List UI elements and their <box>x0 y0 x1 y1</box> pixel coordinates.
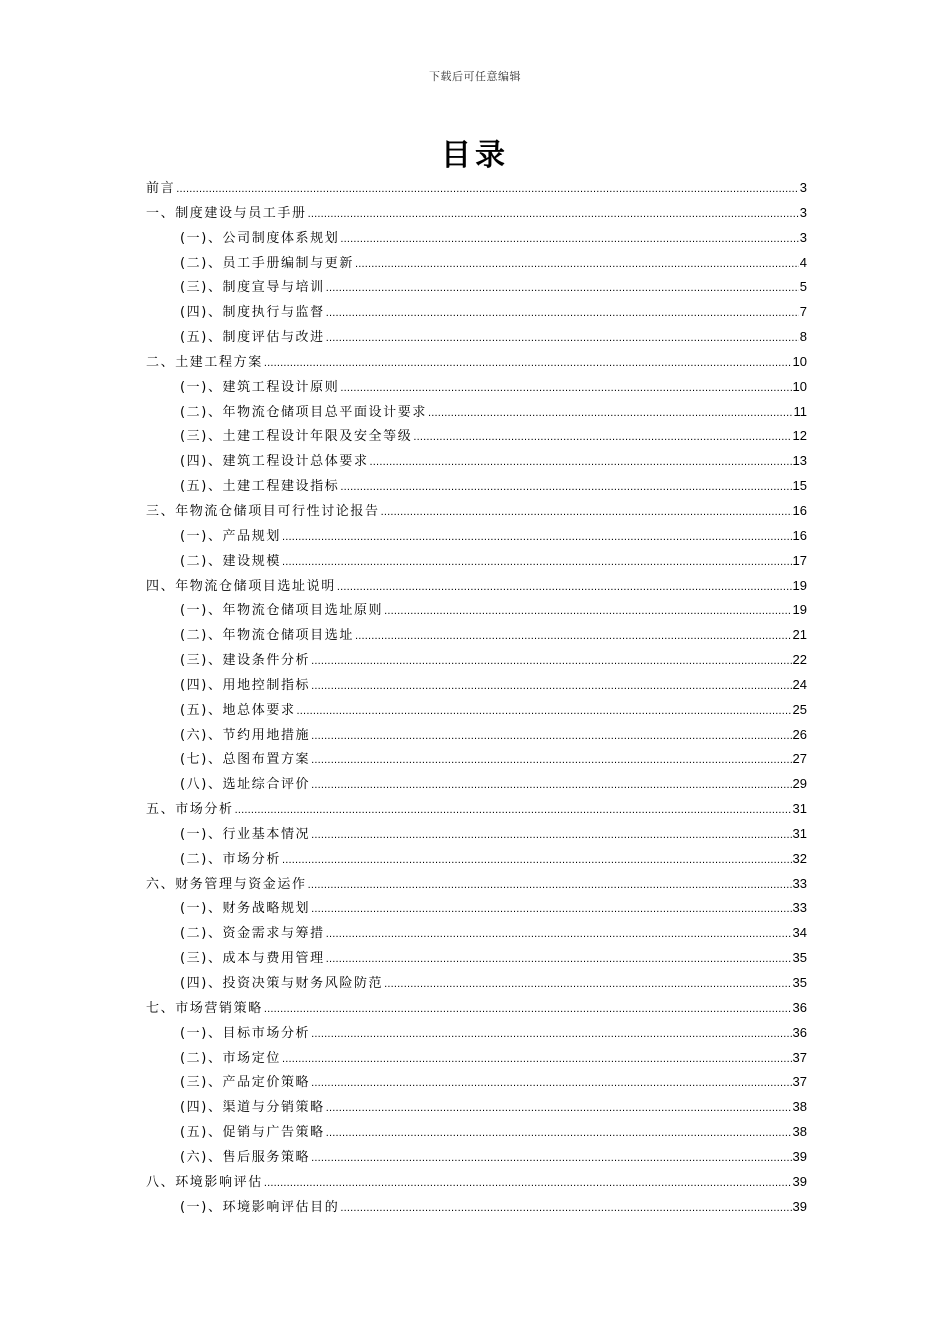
toc-dot-leader <box>311 1071 791 1096</box>
toc-dot-leader <box>326 922 792 947</box>
toc-entry-page-number: 35 <box>792 975 807 990</box>
toc-entry-page-number: 5 <box>799 279 807 295</box>
toc-dot-leader <box>337 575 792 600</box>
toc-entry[interactable] <box>146 449 807 474</box>
toc-dot-leader <box>282 550 792 575</box>
toc-entry[interactable] <box>146 648 807 673</box>
toc-dot-leader <box>326 1096 792 1121</box>
toc-entry-page-number: 16 <box>792 502 807 518</box>
toc-entry-label: (一)、环境影响评估目的 <box>180 1199 340 1215</box>
toc-entry-label: (三)、产品定价策略 <box>180 1075 311 1091</box>
toc-entry-label: (二)、市场定位 <box>180 1050 281 1066</box>
toc-entry-label: (四)、渠道与分销策略 <box>180 1100 325 1116</box>
toc-entry-page-number: 15 <box>792 478 807 494</box>
toc-entry-page-number: 33 <box>792 900 807 916</box>
toc-entry-label: 七、市场营销策略 <box>146 1000 263 1016</box>
toc-entry-page-number: 26 <box>792 726 807 742</box>
toc-dot-leader <box>311 1146 791 1171</box>
toc-entry[interactable] <box>146 1145 807 1170</box>
toc-entry[interactable] <box>146 896 807 921</box>
toc-entry-label: (一)、目标市场分析 <box>180 1025 311 1041</box>
toc-entry-page-number: 8 <box>799 329 807 345</box>
toc-entry[interactable] <box>146 300 807 325</box>
toc-entry[interactable] <box>146 251 807 276</box>
toc-dot-leader <box>264 1171 792 1196</box>
toc-entry[interactable] <box>146 847 807 872</box>
toc-entry-page-number: 16 <box>792 527 807 543</box>
toc-entry-label: (五)、土建工程建设指标 <box>180 479 340 495</box>
toc-entry-page-number: 12 <box>792 428 807 444</box>
toc-entry[interactable] <box>146 574 807 599</box>
toc-entry[interactable] <box>146 872 807 897</box>
toc-entry-label: (三)、制度宣导与培训 <box>180 280 325 296</box>
header-note: 下载后可任意编辑 <box>429 70 521 83</box>
toc-dot-leader <box>384 599 791 624</box>
toc-dot-leader <box>326 1121 792 1146</box>
toc-entry-page-number: 10 <box>792 378 807 394</box>
toc-entry-label: (五)、地总体要求 <box>180 702 296 718</box>
toc-entry-page-number: 3 <box>799 180 807 195</box>
toc-entry[interactable] <box>146 1070 807 1095</box>
toc-entry-label: (三)、建设条件分析 <box>180 653 311 669</box>
toc-entry[interactable] <box>146 623 807 648</box>
toc-entry-label: (六)、售后服务策略 <box>180 1149 311 1165</box>
toc-entry-page-number: 4 <box>799 254 807 270</box>
toc-entry-label: (二)、市场分析 <box>180 851 281 867</box>
toc-entry-label: 六、财务管理与资金运作 <box>146 876 307 892</box>
toc-entry[interactable] <box>146 921 807 946</box>
toc-dot-leader <box>428 401 793 426</box>
toc-dot-leader <box>311 674 791 699</box>
toc-dot-leader <box>340 1196 791 1221</box>
toc-dot-leader <box>311 1022 791 1047</box>
toc-entry-page-number: 38 <box>792 1099 807 1115</box>
toc-entry-label: (一)、公司制度体系规划 <box>180 230 340 246</box>
toc-entry-page-number: 27 <box>792 751 807 767</box>
toc-entry[interactable] <box>146 1120 807 1145</box>
toc-entry-label: (一)、建筑工程设计原则 <box>180 379 340 395</box>
toc-entry-label: (三)、土建工程设计年限及安全等级 <box>180 429 413 445</box>
toc-entry-page-number: 21 <box>792 627 807 643</box>
toc-dot-leader <box>370 450 792 475</box>
toc-entry-page-number: 19 <box>792 602 807 618</box>
toc-entry-label: 八、环境影响评估 <box>146 1174 263 1190</box>
toc-entry[interactable] <box>146 971 807 996</box>
toc-entry[interactable] <box>146 1195 807 1220</box>
toc-entry-label: (四)、建筑工程设计总体要求 <box>180 454 369 470</box>
toc-entry-page-number: 3 <box>799 204 807 220</box>
toc-dot-leader <box>264 997 792 1022</box>
toc-dot-leader <box>326 947 792 972</box>
toc-entry-label: (五)、促销与广告策略 <box>180 1125 325 1141</box>
toc-entry-page-number: 24 <box>792 676 807 692</box>
toc-entry-page-number: 37 <box>792 1074 807 1090</box>
toc-entry-label: (一)、年物流仓储项目选址原则 <box>180 603 384 619</box>
toc-entry[interactable] <box>146 698 807 723</box>
toc-dot-leader <box>326 326 799 351</box>
toc-entry-page-number: 39 <box>792 1173 807 1189</box>
toc-entry-label: (二)、建设规模 <box>180 553 281 569</box>
toc-entry-label: (二)、年物流仓储项目选址 <box>180 628 354 644</box>
toc-entry[interactable] <box>146 350 807 375</box>
toc-dot-leader <box>381 500 792 525</box>
toc-dot-leader <box>282 525 792 550</box>
toc-entry-page-number: 7 <box>799 304 807 320</box>
toc-entry-page-number: 39 <box>792 1198 807 1214</box>
toc-dot-leader <box>235 798 792 823</box>
toc-entry-page-number: 35 <box>792 950 807 966</box>
toc-entry-label: 五、市场分析 <box>146 802 234 818</box>
toc-entry-page-number: 33 <box>792 875 807 891</box>
toc-entry[interactable] <box>146 946 807 971</box>
toc-entry[interactable] <box>146 325 807 350</box>
toc-entry-label: (四)、制度执行与监督 <box>180 305 325 321</box>
toc-entry-page-number: 39 <box>792 1148 807 1164</box>
toc-dot-leader <box>340 227 798 252</box>
toc-entry[interactable] <box>146 499 807 524</box>
toc-entry-page-number: 32 <box>792 850 807 866</box>
toc-entry-page-number: 36 <box>792 999 807 1015</box>
toc-dot-leader <box>413 425 791 450</box>
toc-entry-label: (二)、资金需求与筹措 <box>180 926 325 942</box>
page-title: 目录 <box>441 138 509 173</box>
toc-entry[interactable] <box>146 747 807 772</box>
toc-entry[interactable] <box>146 226 807 251</box>
toc-dot-leader <box>176 177 799 202</box>
toc-entry[interactable] <box>146 797 807 822</box>
toc-entry-page-number: 34 <box>792 925 807 941</box>
toc-entry[interactable] <box>146 772 807 797</box>
toc-entry[interactable] <box>146 1095 807 1120</box>
toc-dot-leader <box>326 276 799 301</box>
toc-entry-page-number: 3 <box>799 229 807 245</box>
toc-entry[interactable] <box>146 723 807 748</box>
toc-entry[interactable] <box>146 375 807 400</box>
toc-entry-label: 一、制度建设与员工手册 <box>146 205 307 221</box>
toc-entry-label: (五)、制度评估与改进 <box>180 330 325 346</box>
toc-entry[interactable] <box>146 1021 807 1046</box>
toc-dot-leader <box>355 252 799 277</box>
toc-dot-leader <box>340 376 791 401</box>
toc-entry-page-number: 13 <box>792 453 807 469</box>
toc-entry-page-number: 29 <box>792 776 807 792</box>
toc-dot-leader <box>311 649 791 674</box>
toc-entry-label: (一)、财务战略规划 <box>180 901 311 917</box>
toc-entry-page-number: 36 <box>792 1024 807 1040</box>
toc-dot-leader <box>355 624 792 649</box>
toc-entry-page-number: 38 <box>792 1124 807 1140</box>
toc-dot-leader <box>311 748 791 773</box>
toc-dot-leader <box>384 972 791 997</box>
toc-entry[interactable] <box>146 1170 807 1195</box>
toc-entry[interactable] <box>146 176 807 201</box>
toc-dot-leader <box>326 301 799 326</box>
toc-entry-label: (六)、节约用地措施 <box>180 727 311 743</box>
toc-entry[interactable] <box>146 822 807 847</box>
table-of-contents <box>146 176 807 1219</box>
toc-dot-leader <box>282 848 792 873</box>
toc-entry[interactable] <box>146 549 807 574</box>
toc-entry[interactable] <box>146 598 807 623</box>
toc-entry-label: (四)、用地控制指标 <box>180 677 311 693</box>
toc-entry-page-number: 10 <box>792 353 807 369</box>
toc-entry-label: (八)、选址综合评价 <box>180 777 311 793</box>
toc-entry-label: (二)、年物流仓储项目总平面设计要求 <box>180 404 427 420</box>
toc-entry[interactable] <box>146 275 807 300</box>
toc-entry-label: (一)、产品规划 <box>180 528 281 544</box>
toc-dot-leader <box>297 699 792 724</box>
toc-dot-leader <box>340 475 791 500</box>
toc-entry-page-number: 25 <box>792 701 807 717</box>
toc-entry[interactable] <box>146 424 807 449</box>
toc-dot-leader <box>311 823 791 848</box>
toc-entry-label: 四、年物流仓储项目选址说明 <box>146 578 336 594</box>
toc-entry-page-number: 17 <box>792 552 807 568</box>
toc-entry[interactable] <box>146 524 807 549</box>
toc-entry[interactable] <box>146 673 807 698</box>
toc-entry-label: (四)、投资决策与财务风险防范 <box>180 976 384 991</box>
toc-dot-leader <box>308 873 792 898</box>
toc-entry-label: (三)、成本与费用管理 <box>180 951 325 967</box>
toc-dot-leader <box>308 202 799 227</box>
toc-entry[interactable] <box>146 996 807 1021</box>
toc-entry[interactable] <box>146 1046 807 1071</box>
toc-entry-page-number: 11 <box>793 403 807 419</box>
toc-entry-page-number: 31 <box>792 825 807 841</box>
toc-dot-leader <box>311 773 791 798</box>
toc-entry-page-number: 22 <box>792 652 807 668</box>
toc-entry[interactable] <box>146 474 807 499</box>
toc-entry-page-number: 31 <box>792 801 807 817</box>
toc-dot-leader <box>282 1047 792 1072</box>
toc-entry-label: (二)、员工手册编制与更新 <box>180 255 354 271</box>
toc-entry-label: 二、土建工程方案 <box>146 354 263 370</box>
toc-entry-label: (七)、总图布置方案 <box>180 752 311 768</box>
toc-entry-page-number: 37 <box>792 1049 807 1065</box>
toc-entry-label: 三、年物流仓储项目可行性讨论报告 <box>146 503 380 519</box>
toc-entry-label: (一)、行业基本情况 <box>180 826 311 842</box>
toc-dot-leader <box>311 897 791 922</box>
toc-entry[interactable] <box>146 400 807 425</box>
toc-entry-label: 前言 <box>146 181 176 196</box>
toc-entry-page-number: 19 <box>792 577 807 593</box>
toc-dot-leader <box>264 351 792 376</box>
toc-dot-leader <box>311 724 791 749</box>
toc-entry[interactable] <box>146 201 807 226</box>
